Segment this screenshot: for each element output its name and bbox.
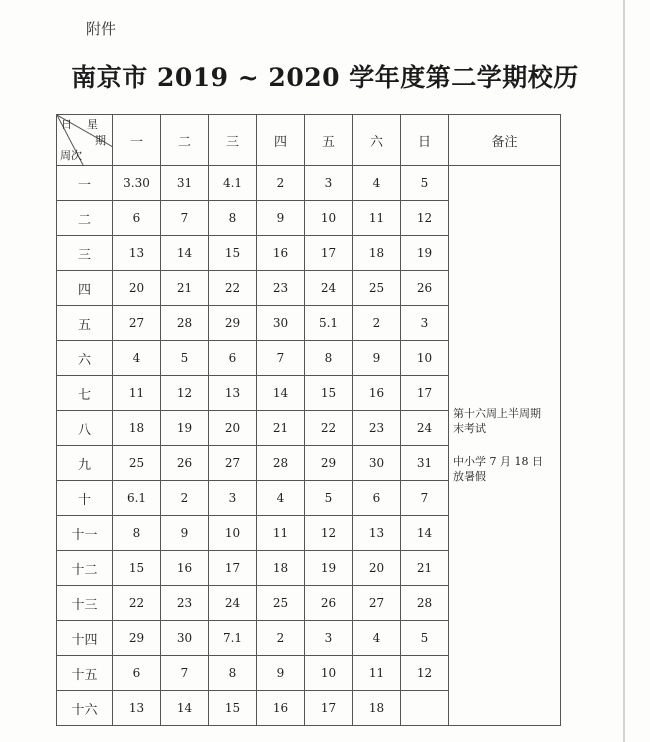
- date-cell: 28: [161, 306, 209, 341]
- date-cell: 29: [305, 446, 353, 481]
- date-cell: 17: [305, 691, 353, 726]
- date-cell: 24: [209, 586, 257, 621]
- date-cell: 13: [209, 376, 257, 411]
- date-cell: 25: [257, 586, 305, 621]
- date-cell: 4: [353, 166, 401, 201]
- date-cell: 7: [401, 481, 449, 516]
- date-cell: 22: [305, 411, 353, 446]
- date-cell: 3.30: [113, 166, 161, 201]
- date-cell: 9: [161, 516, 209, 551]
- date-cell: 25: [353, 271, 401, 306]
- date-cell: 6: [209, 341, 257, 376]
- date-cell: 23: [161, 586, 209, 621]
- date-cell: 5: [161, 341, 209, 376]
- date-cell: 27: [353, 586, 401, 621]
- date-cell: 2: [257, 621, 305, 656]
- date-cell: 13: [353, 516, 401, 551]
- date-cell: 17: [305, 236, 353, 271]
- weekday-header: 一: [113, 115, 161, 166]
- date-cell: 9: [353, 341, 401, 376]
- date-cell: 7.1: [209, 621, 257, 656]
- date-cell: 6.1: [113, 481, 161, 516]
- week-number-cell: 十一: [57, 516, 113, 551]
- date-cell: 22: [113, 586, 161, 621]
- date-cell: 2: [353, 306, 401, 341]
- date-cell: 5: [401, 166, 449, 201]
- week-number-cell: 四: [57, 271, 113, 306]
- date-cell: 8: [305, 341, 353, 376]
- date-cell: 3: [305, 621, 353, 656]
- date-cell: 27: [113, 306, 161, 341]
- date-cell: 23: [353, 411, 401, 446]
- date-cell: 17: [401, 376, 449, 411]
- date-cell: 4: [113, 341, 161, 376]
- date-cell: 14: [257, 376, 305, 411]
- date-cell: 24: [305, 271, 353, 306]
- date-cell: 18: [353, 691, 401, 726]
- date-cell: 18: [353, 236, 401, 271]
- week-number-cell: 五: [57, 306, 113, 341]
- date-cell: 12: [401, 656, 449, 691]
- date-cell: 26: [401, 271, 449, 306]
- date-cell: 4: [257, 481, 305, 516]
- date-cell: 25: [113, 446, 161, 481]
- date-cell: 26: [305, 586, 353, 621]
- page-edge: [623, 0, 625, 742]
- date-cell: 30: [161, 621, 209, 656]
- date-cell: 20: [113, 271, 161, 306]
- date-cell: 28: [257, 446, 305, 481]
- date-cell: 15: [305, 376, 353, 411]
- date-cell: 19: [305, 551, 353, 586]
- week-number-cell: 九: [57, 446, 113, 481]
- weekday-header: 三: [209, 115, 257, 166]
- week-number-cell: 二: [57, 201, 113, 236]
- date-cell: 11: [113, 376, 161, 411]
- date-cell: 28: [401, 586, 449, 621]
- date-cell: 16: [257, 236, 305, 271]
- date-cell: 9: [257, 201, 305, 236]
- date-cell: 7: [257, 341, 305, 376]
- date-cell: 10: [209, 516, 257, 551]
- week-number-cell: 三: [57, 236, 113, 271]
- corner-weekday-label-top: 星: [87, 118, 98, 131]
- date-cell: 9: [257, 656, 305, 691]
- date-cell: 2: [257, 166, 305, 201]
- date-cell: 16: [161, 551, 209, 586]
- date-cell: 4.1: [209, 166, 257, 201]
- date-cell: 8: [209, 201, 257, 236]
- date-cell: [401, 691, 449, 726]
- date-cell: 18: [113, 411, 161, 446]
- school-calendar-table: [56, 114, 561, 726]
- table-header-row: [57, 115, 561, 166]
- date-cell: 3: [401, 306, 449, 341]
- week-number-cell: 八: [57, 411, 113, 446]
- date-cell: 21: [161, 271, 209, 306]
- date-cell: 13: [113, 691, 161, 726]
- notes-header: 备注: [449, 115, 561, 166]
- date-cell: 17: [209, 551, 257, 586]
- date-cell: 23: [257, 271, 305, 306]
- notes-cell: [449, 166, 561, 726]
- date-cell: 30: [353, 446, 401, 481]
- date-cell: 29: [209, 306, 257, 341]
- week-number-cell: 十四: [57, 621, 113, 656]
- week-number-cell: 六: [57, 341, 113, 376]
- date-cell: 3: [305, 166, 353, 201]
- date-cell: 31: [401, 446, 449, 481]
- date-cell: 2: [161, 481, 209, 516]
- week-number-cell: 十五: [57, 656, 113, 691]
- date-cell: 12: [161, 376, 209, 411]
- week-number-cell: 十: [57, 481, 113, 516]
- date-cell: 15: [113, 551, 161, 586]
- date-cell: 6: [353, 481, 401, 516]
- corner-weekday-label-bottom: 期: [95, 134, 106, 147]
- date-cell: 3: [209, 481, 257, 516]
- date-cell: 7: [161, 201, 209, 236]
- date-cell: 20: [353, 551, 401, 586]
- date-cell: 5.1: [305, 306, 353, 341]
- week-number-cell: 十三: [57, 586, 113, 621]
- page-title: 南京市 2019 ~ 2020 学年度第二学期校历: [71, 63, 579, 92]
- date-cell: 26: [161, 446, 209, 481]
- date-cell: 22: [209, 271, 257, 306]
- date-cell: 27: [209, 446, 257, 481]
- date-cell: 29: [113, 621, 161, 656]
- weekday-header: 二: [161, 115, 209, 166]
- date-cell: 10: [401, 341, 449, 376]
- date-cell: 5: [305, 481, 353, 516]
- date-cell: 12: [305, 516, 353, 551]
- weekday-header: 四: [257, 115, 305, 166]
- date-cell: 8: [113, 516, 161, 551]
- attachment-label: 附件: [86, 20, 117, 38]
- date-cell: 24: [401, 411, 449, 446]
- week-number-cell: 一: [57, 166, 113, 201]
- date-cell: 21: [401, 551, 449, 586]
- date-cell: 19: [161, 411, 209, 446]
- date-cell: 11: [257, 516, 305, 551]
- date-cell: 7: [161, 656, 209, 691]
- date-cell: 5: [401, 621, 449, 656]
- week-row: [57, 166, 561, 201]
- date-cell: 11: [353, 201, 401, 236]
- date-cell: 4: [353, 621, 401, 656]
- date-cell: 15: [209, 236, 257, 271]
- date-cell: 16: [353, 376, 401, 411]
- date-cell: 19: [401, 236, 449, 271]
- corner-date-label: 日: [61, 118, 72, 131]
- date-cell: 10: [305, 201, 353, 236]
- note-exam: 第十六周上半周期末考试: [453, 407, 541, 435]
- week-number-cell: 十六: [57, 691, 113, 726]
- date-cell: 15: [209, 691, 257, 726]
- note-summer-vacation: 中小学 7 月 18 日放暑假: [453, 455, 543, 483]
- weekday-header: 六: [353, 115, 401, 166]
- week-number-cell: 十二: [57, 551, 113, 586]
- weekday-header: 日: [401, 115, 449, 166]
- date-cell: 8: [209, 656, 257, 691]
- date-cell: 18: [257, 551, 305, 586]
- date-cell: 16: [257, 691, 305, 726]
- week-number-cell: 七: [57, 376, 113, 411]
- weekday-header: 五: [305, 115, 353, 166]
- corner-header-cell: [57, 115, 113, 166]
- date-cell: 21: [257, 411, 305, 446]
- date-cell: 10: [305, 656, 353, 691]
- date-cell: 30: [257, 306, 305, 341]
- date-cell: 6: [113, 656, 161, 691]
- date-cell: 11: [353, 656, 401, 691]
- date-cell: 20: [209, 411, 257, 446]
- date-cell: 12: [401, 201, 449, 236]
- corner-week-number-label: 周次: [60, 149, 82, 162]
- date-cell: 6: [113, 201, 161, 236]
- date-cell: 31: [161, 166, 209, 201]
- date-cell: 13: [113, 236, 161, 271]
- date-cell: 14: [401, 516, 449, 551]
- date-cell: 14: [161, 691, 209, 726]
- date-cell: 14: [161, 236, 209, 271]
